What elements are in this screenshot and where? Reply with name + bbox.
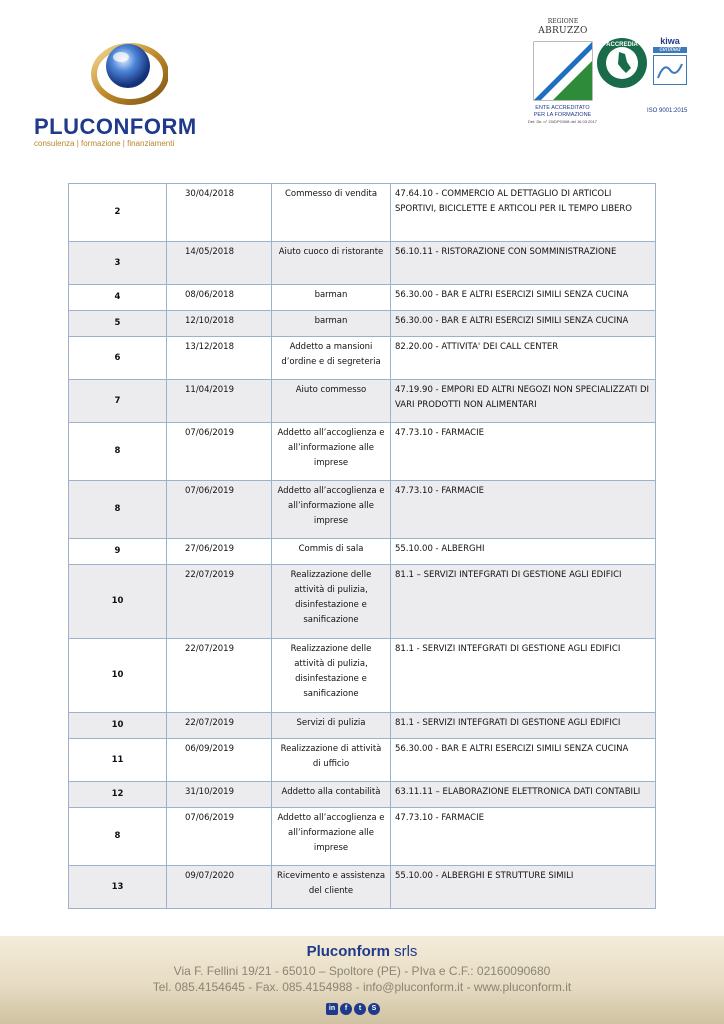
role-cell: Addetto all’accoglienza e all’informazione alle imprese [272,808,391,866]
code-cell: 56.10.11 - RISTORAZIONE CON SOMMINISTRAZIONE [391,242,656,285]
table-row [69,481,656,539]
role-cell: Realizzazione delle attività di pulizia, disinfestazione e sanificazione [272,565,391,639]
accredia-logo-icon [596,37,648,89]
role-cell: Addetto alla contabilità [272,782,391,808]
table-row [69,285,656,311]
date-cell: 30/04/2018 [167,184,272,242]
kiwa-certified-text: certified [653,47,687,53]
kiwa-text: kiwa [660,36,680,46]
table-row [69,565,656,639]
code-cell: 47.19.90 - EMPORI ED ALTRI NEGOZI NON SPECIALIZZATI DI VARI PRODOTTI NON ALIMENTARI [391,380,656,423]
role-cell: Addetto all’accoglienza e all’informazione alle imprese [272,481,391,539]
code-cell: 55.10.00 - ALBERGHI [391,539,656,565]
date-cell: 31/10/2019 [167,782,272,808]
table-row [69,713,656,739]
num-cell: 5 [69,311,167,337]
table-row [69,866,656,909]
role-cell: Realizzazione di attività di ufficio [272,739,391,782]
code-cell: 47.73.10 - FARMACIE [391,423,656,481]
footer-contacts: Tel. 085.4154645 - Fax. 085.4154988 - info@pluconform.it - www.pluconform.it [152,980,572,994]
footer-company-name: Pluconform [306,943,390,960]
num-cell: 3 [69,242,167,285]
table-row [69,539,656,565]
date-cell: 22/07/2019 [167,565,272,639]
table-row [69,639,656,713]
role-cell: Commis di sala [272,539,391,565]
num-cell: 8 [69,481,167,539]
placements-table [68,183,656,909]
num-cell: 4 [69,285,167,311]
role-cell: Ricevimento e assistenza del cliente [272,866,391,909]
date-cell: 07/06/2019 [167,423,272,481]
code-cell: 47.64.10 - COMMERCIO AL DETTAGLIO DI ARTICOLI SPORTIVI, BICICLETTE E ARTICOLI PER IL TEMPO LIBERO [391,184,656,242]
date-cell: 09/07/2020 [167,866,272,909]
num-cell: 8 [69,423,167,481]
date-cell: 14/05/2018 [167,242,272,285]
role-cell: barman [272,311,391,337]
accreditation-logos [505,15,715,135]
ente-line-2: PER LA FORMAZIONE [533,111,592,118]
pluconform-logo [30,18,230,148]
date-cell: 13/12/2018 [167,337,272,380]
ente-line-1: ENTE ACCREDITATO [535,105,590,111]
footer-company [0,943,724,960]
num-cell: 10 [69,565,167,639]
code-cell: 81.1 - SERVIZI INTEFGRATI DI GESTIONE AGLI EDIFICI [391,639,656,713]
num-cell: 7 [69,380,167,423]
code-cell: 47.73.10 - FARMACIE [391,481,656,539]
date-cell: 27/06/2019 [167,539,272,565]
num-cell: 8 [69,808,167,866]
skype-icon[interactable]: S [368,1003,380,1015]
linkedin-icon[interactable]: in [326,1003,338,1015]
code-cell: 55.10.00 - ALBERGHI E STRUTTURE SIMILI [391,866,656,909]
num-cell: 6 [69,337,167,380]
code-cell: 56.30.00 - BAR E ALTRI ESERCIZI SIMILI SENZA CUCINA [391,739,656,782]
table-row [69,808,656,866]
iso-label: ISO 9001:2015 [647,108,688,114]
code-cell: 82.20.00 - ATTIVITA' DEI CALL CENTER [391,337,656,380]
accredia-text: ACCREDIA [606,42,638,48]
role-cell: Realizzazione delle attività di pulizia, disinfestazione e sanificazione [272,639,391,713]
date-cell: 22/07/2019 [167,639,272,713]
brand-name: PLUCONFORM [34,114,197,139]
table-row [69,739,656,782]
code-cell: 47.73.10 - FARMACIE [391,808,656,866]
date-cell: 06/09/2019 [167,739,272,782]
role-cell: Servizi di pulizia [272,713,391,739]
code-cell: 81.1 – SERVIZI INTEFGRATI DI GESTIONE AGLI EDIFICI [391,565,656,639]
table-row [69,242,656,285]
code-cell: 63.11.11 – ELABORAZIONE ELETTRONICA DATI CONTABILI [391,782,656,808]
regione-name-text: ABRUZZO [538,25,588,36]
role-cell: Aiuto cuoco di ristorante [272,242,391,285]
table-row [69,311,656,337]
num-cell: 12 [69,782,167,808]
role-cell: Addetto a mansioni d’ordine e di segreteria [272,337,391,380]
num-cell: 11 [69,739,167,782]
brand-tagline: consulenza | formazione | finanziamenti [34,139,175,148]
footer-social-icons [326,1003,380,1015]
table-row [69,380,656,423]
date-cell: 07/06/2019 [167,808,272,866]
regione-abruzzo-label [533,18,593,37]
code-cell: 56.30.00 - BAR E ALTRI ESERCIZI SIMILI SENZA CUCINA [391,285,656,311]
globe-logo-icon [88,28,168,108]
date-cell: 08/06/2018 [167,285,272,311]
code-cell: 81.1 - SERVIZI INTEFGRATI DI GESTIONE AGLI EDIFICI [391,713,656,739]
date-cell: 11/04/2019 [167,380,272,423]
code-cell: 56.30.00 - BAR E ALTRI ESERCIZI SIMILI SENZA CUCINA [391,311,656,337]
twitter-icon[interactable]: t [354,1003,366,1015]
table-row [69,337,656,380]
num-cell: 10 [69,639,167,713]
regione-top-text: REGIONE [547,18,579,25]
num-cell: 2 [69,184,167,242]
table-row [69,423,656,481]
num-cell: 13 [69,866,167,909]
role-cell: barman [272,285,391,311]
role-cell: Aiuto commesso [272,380,391,423]
table-row [69,782,656,808]
num-cell: 9 [69,539,167,565]
date-cell: 07/06/2019 [167,481,272,539]
footer-company-suffix: srls [389,943,418,960]
date-cell: 22/07/2019 [167,713,272,739]
role-cell: Addetto all’accoglienza e all’informazione alle imprese [272,423,391,481]
regione-abruzzo-logo-icon [533,41,593,101]
ente-accreditato-text [515,105,610,124]
num-cell: 10 [69,713,167,739]
facebook-icon[interactable]: f [340,1003,352,1015]
kiwa-logo [653,37,687,93]
page-footer [0,936,724,1024]
role-cell: Commesso di vendita [272,184,391,242]
page-header [0,0,724,160]
ente-line-3: Det. Dir. n° 20/DPG008 del 16.03.2017 [528,118,597,124]
table-row [69,184,656,242]
footer-address: Via F. Fellini 19/21 - 65010 – Spoltore (PE) - PIva e C.F.: 02160090680 [173,964,551,978]
date-cell: 12/10/2018 [167,311,272,337]
kiwa-seal-icon [653,55,687,85]
